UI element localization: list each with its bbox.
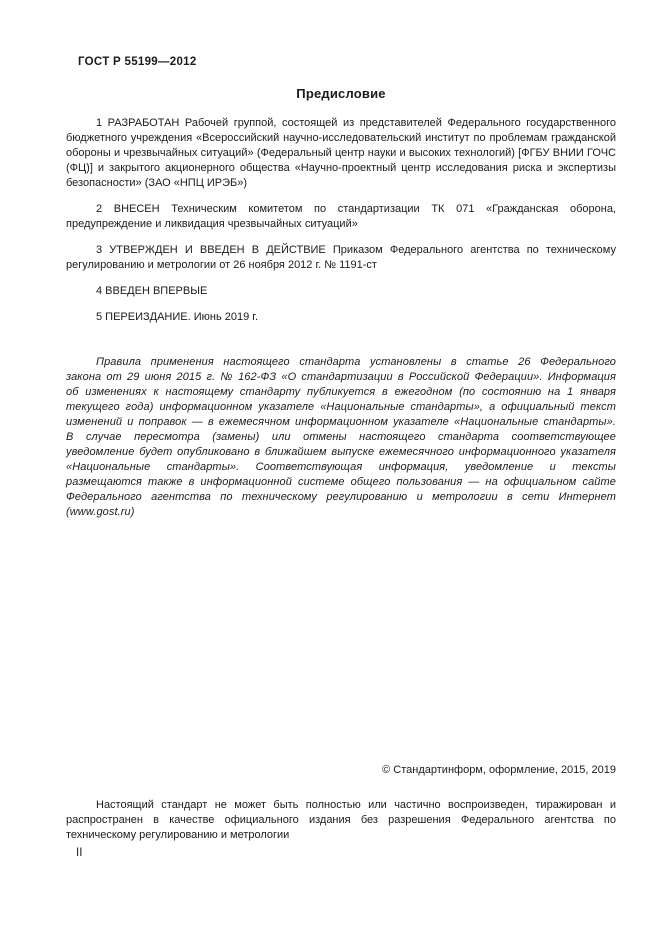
page-footer bbox=[66, 763, 616, 861]
copyright-line: © Стандартинформ, оформление, 2015, 2019 bbox=[382, 764, 616, 776]
foreword-title: Предисловие bbox=[296, 86, 386, 101]
reproduction-restriction-notice: Настоящий стандарт не может быть полностью или частично воспроизведен, тиражирован и распространен в качестве официального издания без разрешения Федерального агентства по техническому регулированию и метрологии bbox=[66, 799, 616, 841]
paragraph-republication: 5 ПЕРЕИЗДАНИЕ. Июнь 2019 г. bbox=[96, 311, 258, 323]
paragraph-submitted-by: 2 ВНЕСЕН Техническим комитетом по стандартизации ТК 071 «Гражданская оборона, предупреждение и ликвидация чрезвычайных ситуаций» bbox=[66, 203, 616, 230]
running-header: ГОСТ Р 55199—2012 bbox=[78, 56, 197, 68]
legal-application-notice: Правила применения настоящего стандарта установлены в статье 26 Федерального закона от 29 июня 2015 г. № 162-ФЗ «О стандартизации в Российской Федерации». Информация об изменениях к настоящему стандарту публикуется в ежегодном (по состоянию на 1 января текущего года) информационном указателе «Национальные стандарты», а официальный текст изменений и поправок — в ежемесячном информационном указателе «Национальные стандарты». В случае пересмотра (замены) или отмены настоящего стандарта соответствующее уведомление будет опубликовано в ближайшем выпуске ежемесячного информационного указателя «Национальные стандарты». Соответствующая информация, уведомление и тексты размещаются также в информационной системе общего пользования — на официальном сайте Федерального агентства по техническому регулированию и метрологии в сети Интернет (www.gost.ru) bbox=[66, 356, 616, 518]
paragraph-approved: 3 УТВЕРЖДЕН И ВВЕДЕН В ДЕЙСТВИЕ Приказом Федерального агентства по техническому регулированию и метрологии от 26 ноября 2012 г. № 1191-ст bbox=[66, 244, 616, 271]
paragraph-developed-by: 1 РАЗРАБОТАН Рабочей группой, состоящей из представителей Федерального государственного бюджетного учреждения «Всероссийский научно-исследовательский институт по проблемам гражданской обороны и чрезвычайных ситуаций» (Федеральный центр науки и высоких технологий) [ФГБУ ВНИИ ГОЧС (ФЦ)] и закрытого акционерного общества «Научно-проектный центр исследования риска и экспертизы безопасности» (ЗАО «НПЦ ИРЭБ») bbox=[66, 117, 616, 189]
page-number: II bbox=[76, 847, 83, 859]
paragraph-first-introduced: 4 ВВЕДЕН ВПЕРВЫЕ bbox=[96, 285, 208, 297]
